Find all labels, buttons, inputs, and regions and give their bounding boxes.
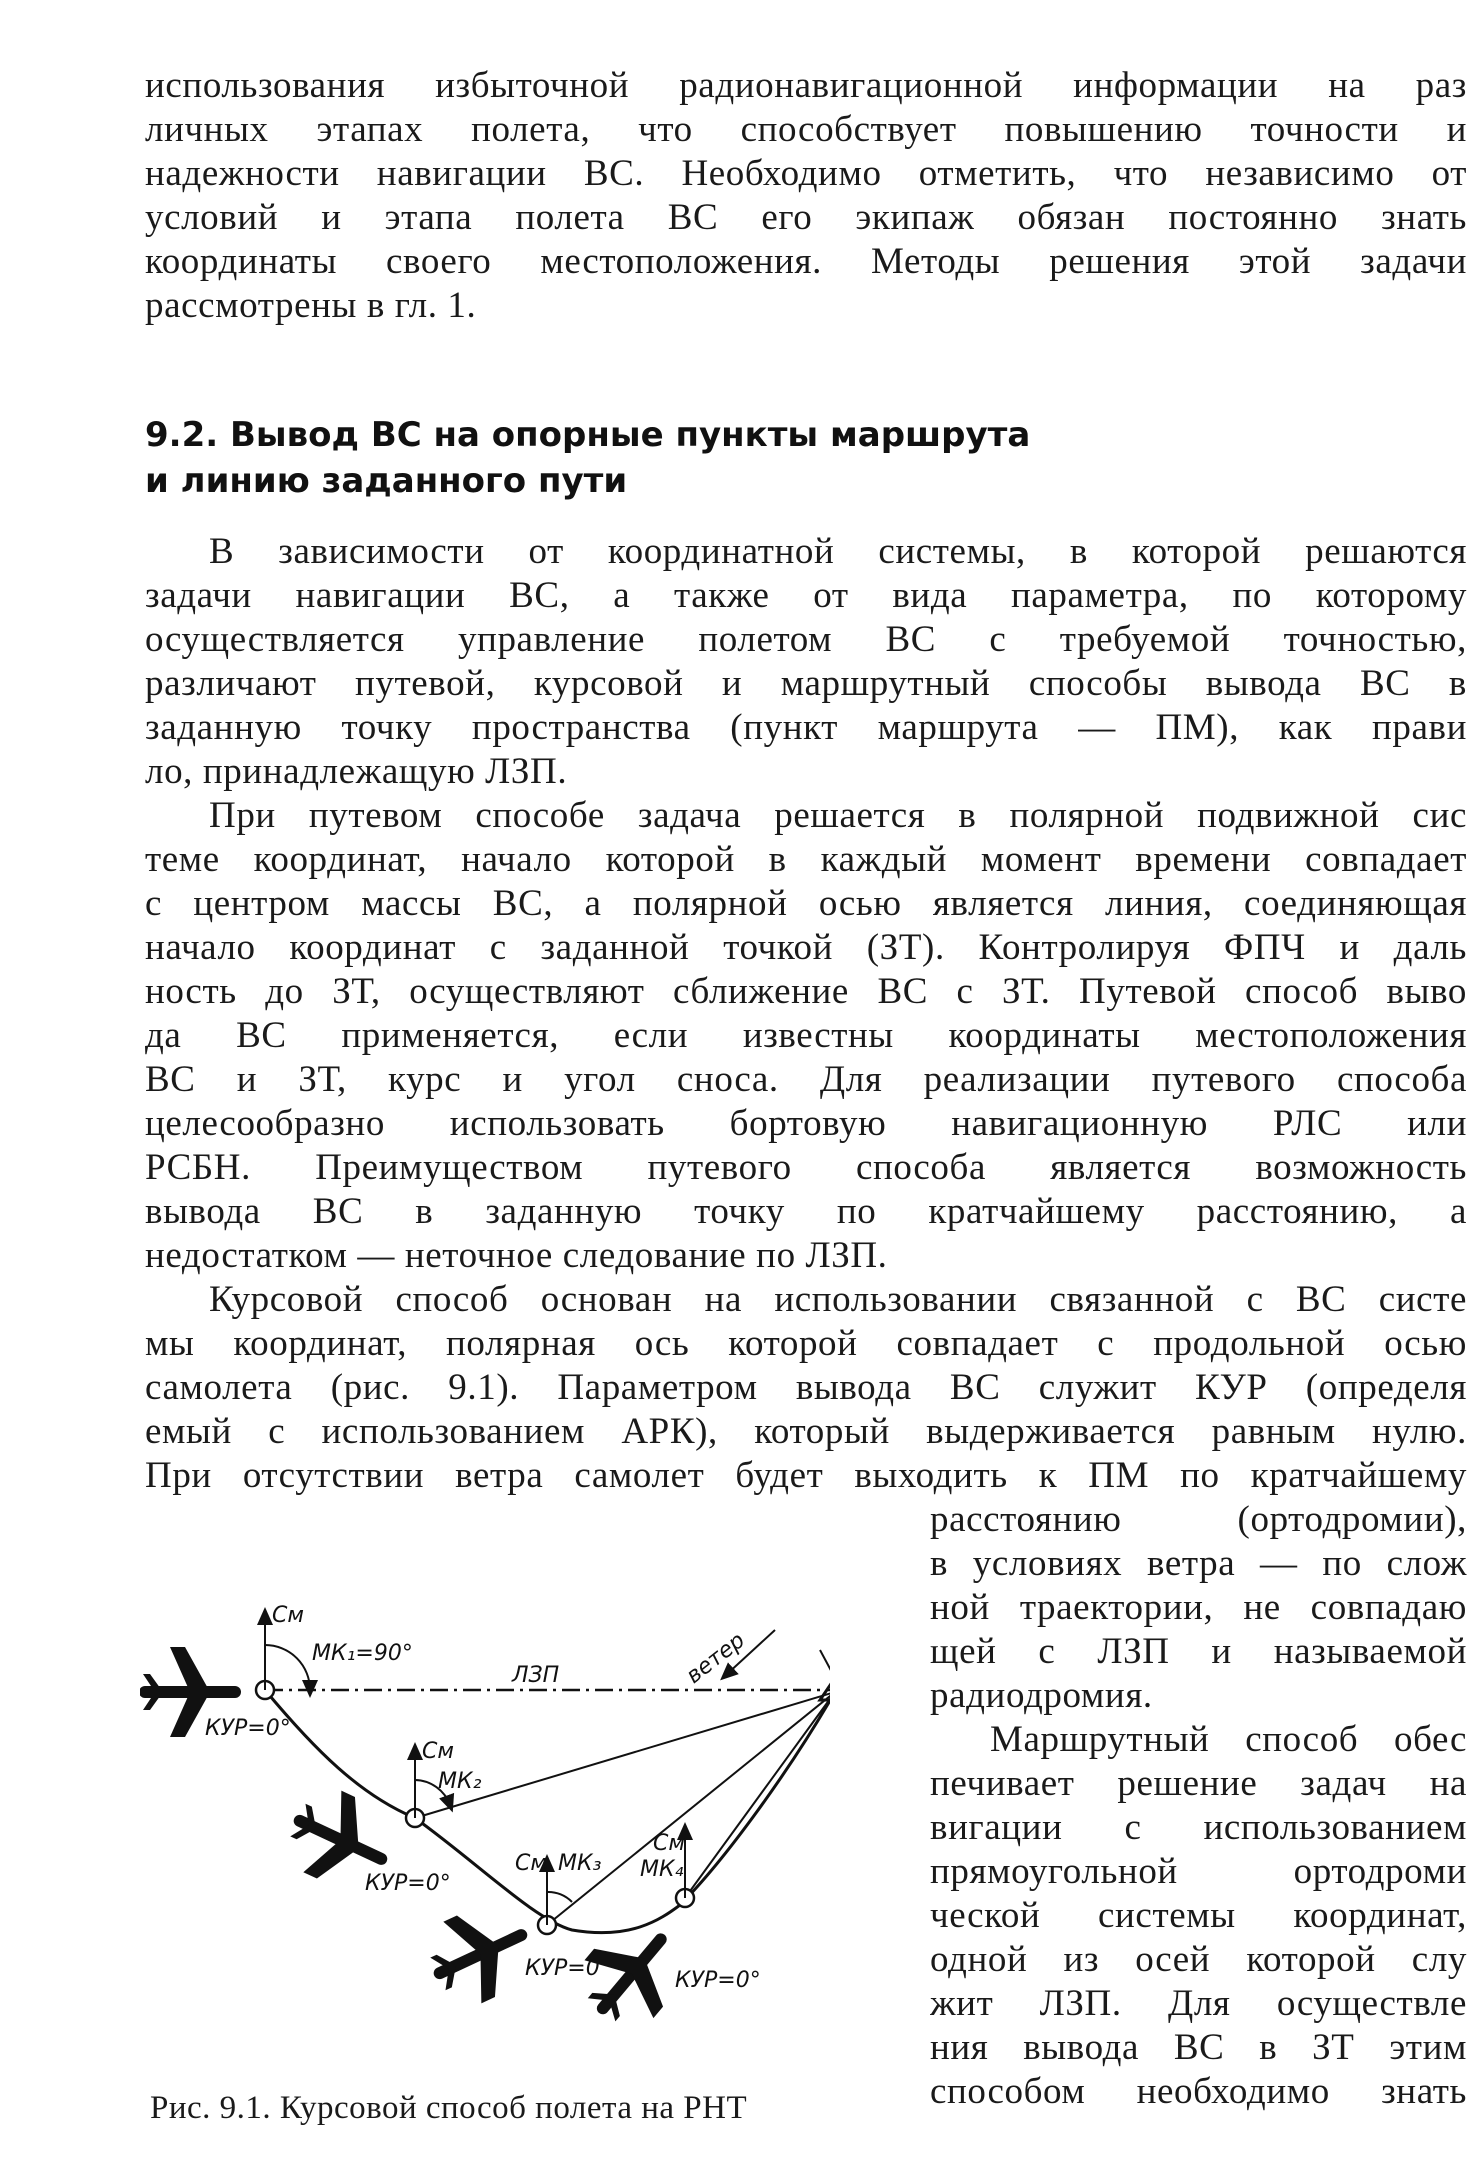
kur-label: КУР=0°: [365, 1871, 451, 1896]
side-text-line: прямоугольной ортодроми: [930, 1851, 1467, 1892]
side-text-line: расстоянию (ортодромии),: [930, 1499, 1467, 1540]
text-line: недостатком — неточное следование по ЛЗП.: [145, 1235, 888, 1276]
text-line: различают путевой, курсовой и маршрутный способы вывода ВС в: [145, 663, 1467, 704]
text-line: ВС и ЗТ, курс и угол сноса. Для реализации путевого способа: [145, 1059, 1467, 1100]
figure-caption: Рис. 9.1. Курсовой способ полета на РНТ: [150, 2090, 748, 2126]
text-line: координаты своего местоположения. Методы решения этой задачи: [145, 241, 1467, 282]
side-text-line: ной траектории, не совпадаю: [930, 1587, 1467, 1628]
radio-beacon-icon: [820, 1648, 830, 1700]
side-text-line: вигации с использованием: [930, 1807, 1467, 1848]
kur-label: КУР=0°: [205, 1716, 291, 1741]
side-text-line: печивает решение задач на: [930, 1763, 1467, 1804]
text-line: да ВС применяется, если известны координаты местоположения: [145, 1015, 1467, 1056]
meridian-label: Cм: [272, 1603, 304, 1628]
mk2-label: МК₂: [438, 1769, 482, 1794]
mk3-label: МК₃: [558, 1851, 602, 1876]
kur-label: КУР=0°: [675, 1968, 761, 1993]
text-line: вывода ВС в заданную точку по кратчайшему расстоянию, а: [145, 1191, 1467, 1232]
side-text-line: ческой системы координат,: [930, 1895, 1467, 1936]
text-line: с центром массы ВС, а полярной осью является линия, соединяющая: [145, 883, 1467, 924]
meridian-label: Cм: [422, 1739, 454, 1764]
mk1-label: МК₁=90°: [312, 1641, 413, 1666]
text-line: РСБН. Преимуществом путевого способа является возможность: [145, 1147, 1467, 1188]
section-heading: и линию заданного пути: [145, 461, 628, 501]
side-text-line: жит ЛЗП. Для осуществле: [930, 1983, 1467, 2024]
text-line: ность до ЗТ, осуществляют сближение ВС с ЗТ. Путевой способ выво: [145, 971, 1467, 1012]
text-line: теме координат, начало которой в каждый момент времени совпадает: [145, 839, 1467, 880]
text-line: При путевом способе задача решается в полярной подвижной сис: [209, 795, 1467, 836]
text-line: мы координат, полярная ось которой совпадает с продольной осью: [145, 1323, 1467, 1364]
side-text-line: радиодромия.: [930, 1675, 1153, 1716]
text-line: При отсутствии ветра самолет будет выходить к ПМ по кратчайшему: [145, 1455, 1467, 1496]
text-line: целесообразно использовать бортовую навигационную РЛС или: [145, 1103, 1467, 1144]
aircraft-icon: [419, 1894, 540, 2014]
text-line: емый с использованием АРК), который выдерживается равным нулю.: [145, 1411, 1467, 1452]
mk4-label: МК₄: [640, 1857, 684, 1882]
text-line: рассмотрены в гл. 1.: [145, 285, 477, 326]
side-text-line: щей с ЛЗП и называемой: [930, 1631, 1467, 1672]
kur-label: КУР=0°: [525, 1956, 611, 1981]
desired-track-label: ЛЗП: [512, 1663, 560, 1688]
text-line: Курсовой способ основан на использовании связанной с ВС систе: [209, 1279, 1467, 1320]
side-text-line: ния вывода ВС в ЗТ этим: [930, 2027, 1467, 2068]
text-line: заданную точку пространства (пункт маршрута — ПМ), как прави: [145, 707, 1467, 748]
figure-course-method: [140, 1580, 830, 2060]
text-line: личных этапах полета, что способствует повышению точности и: [145, 109, 1467, 150]
side-text-line: одной из осей которой слу: [930, 1939, 1467, 1980]
meridian-label: Cм: [653, 1831, 685, 1856]
text-line: В зависимости от координатной системы, в которой решаются: [209, 531, 1467, 572]
text-line: использования избыточной радионавигационной информации на раз: [145, 65, 1467, 106]
side-text-line: Маршрутный способ обес: [990, 1719, 1467, 1760]
text-line: условий и этапа полета ВС его экипаж обязан постоянно знать: [145, 197, 1467, 238]
text-line: самолета (рис. 9.1). Параметром вывода ВС служит КУР (определя: [145, 1367, 1467, 1408]
text-line: задачи навигации ВС, а также от вида параметра, по которому: [145, 575, 1467, 616]
angle-arc: [547, 1892, 572, 1902]
text-line: начало координат с заданной точкой (ЗТ). Контролируя ФПЧ и даль: [145, 927, 1467, 968]
side-text-line: в условиях ветра — по слож: [930, 1543, 1467, 1584]
text-line: надежности навигации ВС. Необходимо отметить, что независимо от: [145, 153, 1467, 194]
section-heading: 9.2. Вывод ВС на опорные пункты маршрута: [145, 415, 1031, 455]
text-line: ло, принадлежащую ЛЗП.: [145, 751, 568, 792]
wind-label: ветер: [681, 1628, 750, 1689]
meridian-label: Cм: [515, 1851, 547, 1876]
text-line: осуществляется управление полетом ВС с требуемой точностью,: [145, 619, 1467, 660]
side-text-line: способом необходимо знать: [930, 2071, 1467, 2112]
